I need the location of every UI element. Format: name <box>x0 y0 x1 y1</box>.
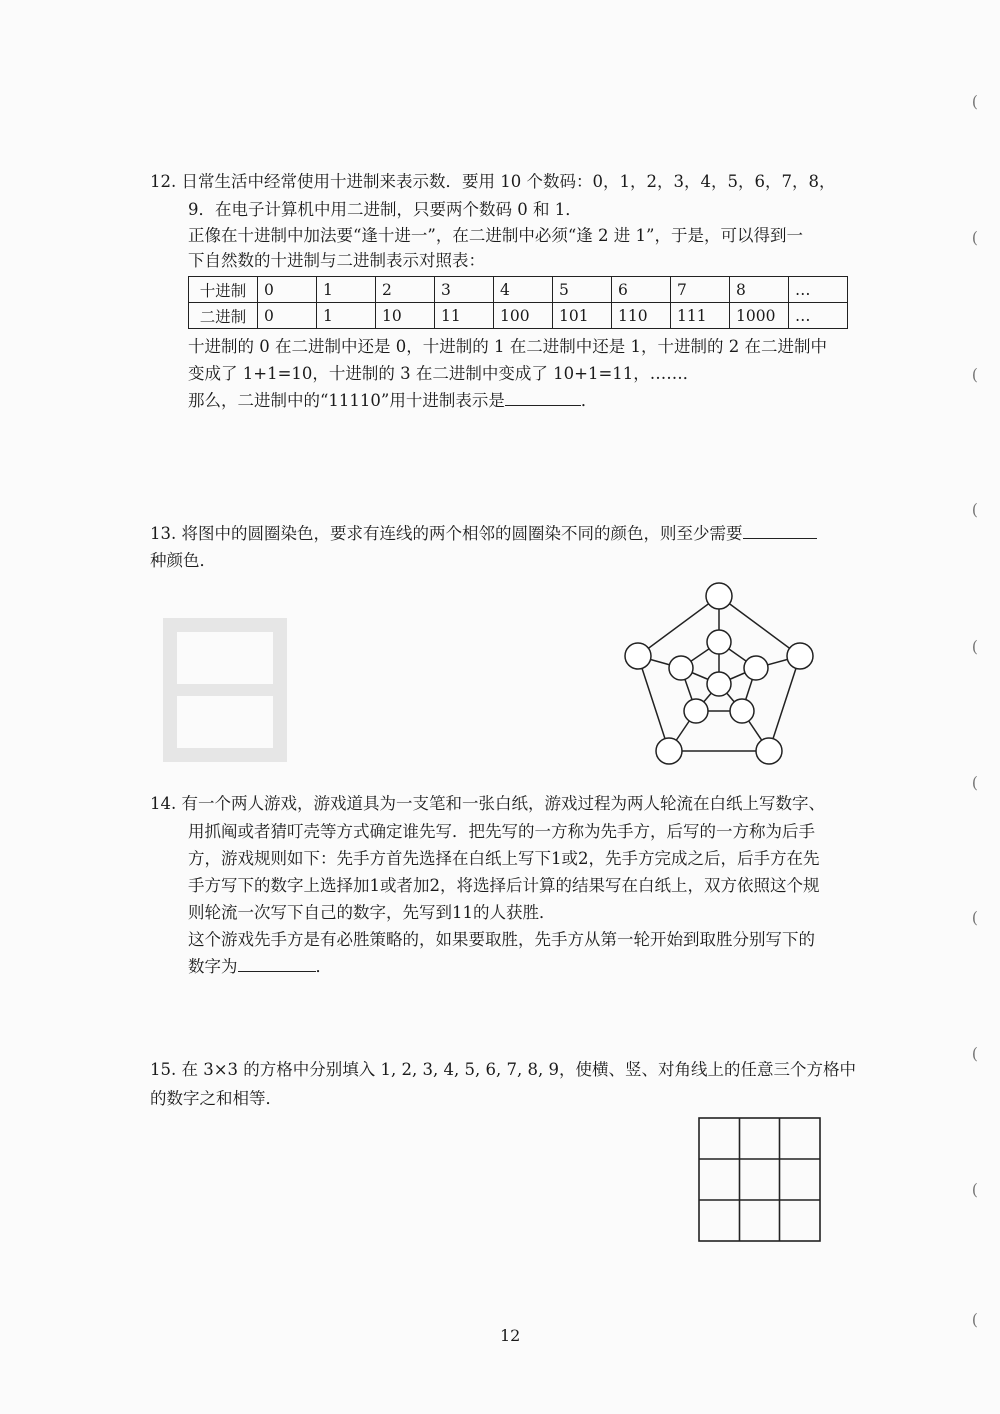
graph-node <box>656 738 682 764</box>
binary-cell: 0 <box>258 303 317 329</box>
graph-node <box>684 699 708 723</box>
graph-node <box>706 583 732 609</box>
binary-cell: 110 <box>612 303 671 329</box>
graph-node <box>730 699 754 723</box>
margin-mark: ( <box>971 228 978 247</box>
decimal-header: 十进制 <box>189 277 258 303</box>
grid-border <box>699 1118 820 1241</box>
binary-cell: 1 <box>317 303 376 329</box>
q13-question-text: 13. 将图中的圆圈染色，要求有连线的两个相邻的圆圈染不同的颜色，则至少需要 <box>150 524 743 543</box>
q15-line-1: 15. 在 3×3 的方格中分别填入 1, 2, 3, 4, 5, 6, 7, 8, 9，使横、竖、对角线上的任意三个方格中 <box>150 1060 856 1079</box>
decimal-binary-table <box>188 276 848 329</box>
binary-cell: 111 <box>671 303 730 329</box>
graph-node <box>707 672 731 696</box>
decimal-cell: 7 <box>671 277 730 303</box>
graph-node <box>707 630 731 654</box>
q14-line-5: 则轮流一次写下自己的数字，先写到11的人获胜． <box>188 903 556 922</box>
decimal-cell: 5 <box>553 277 612 303</box>
binary-cell: … <box>789 303 848 329</box>
margin-mark: ( <box>971 1310 978 1329</box>
margin-mark: ( <box>971 365 978 384</box>
q13-line-2: 种颜色． <box>150 551 216 570</box>
q14-period: ． <box>315 957 332 976</box>
binary-header: 二进制 <box>189 303 258 329</box>
q13-line-1 <box>150 524 817 544</box>
graph-node <box>625 643 651 669</box>
q14-line-3: 方，游戏规则如下：先手方首先选择在白纸上写下1或2，先手方完成之后，后手方在先 <box>188 849 820 868</box>
q14-line-4: 手方写下的数字上选择加1或者加2，将选择后计算的结果写在白纸上，双方依照这个规 <box>188 876 820 895</box>
graph-node <box>744 656 768 680</box>
binary-row <box>189 303 848 329</box>
magic-square-grid <box>698 1117 822 1243</box>
coloring-graph-diagram <box>620 578 832 778</box>
decimal-cell: 4 <box>494 277 553 303</box>
decimal-cell: 6 <box>612 277 671 303</box>
q15-line-2: 的数字之和相等． <box>150 1089 282 1108</box>
margin-mark: ( <box>971 92 978 111</box>
q13-answer-blank[interactable] <box>743 524 817 539</box>
margin-mark: ( <box>971 908 978 927</box>
q12-line-2: 9．在电子计算机中用二进制，只要两个数码 0 和 1． <box>188 200 582 219</box>
q14-line-7 <box>188 957 332 977</box>
graph-node <box>787 643 813 669</box>
q12-answer-blank[interactable] <box>505 391 581 406</box>
binary-cell: 10 <box>376 303 435 329</box>
decimal-cell: 3 <box>435 277 494 303</box>
bleed-through-mark <box>160 615 290 765</box>
q14-line-2: 用抓阄或者猜叮壳等方式确定谁先写．把先写的一方称为先手方，后写的一方称为后手 <box>188 822 815 841</box>
q12-line-3: 正像在十进制中加法要“逢十进一”，在二进制中必须“逢 2 进 1”，于是，可以得到一 <box>188 226 803 245</box>
q12-line-7 <box>188 391 597 411</box>
decimal-cell: 1 <box>317 277 376 303</box>
q14-answer-blank[interactable] <box>238 957 316 972</box>
q14-line-6: 这个游戏先手方是有必胜策略的，如果要取胜，先手方从第一轮开始到取胜分别写下的 <box>188 930 815 949</box>
decimal-cell: 0 <box>258 277 317 303</box>
margin-mark: ( <box>971 1180 978 1199</box>
q12-line-5: 十进制的 0 在二进制中还是 0，十进制的 1 在二进制中还是 1，十进制的 2 在二进制中 <box>188 337 827 356</box>
binary-cell: 1000 <box>730 303 789 329</box>
binary-cell: 101 <box>553 303 612 329</box>
margin-mark: ( <box>971 1044 978 1063</box>
q12-line-1: 12. 日常生活中经常使用十进制来表示数．要用 10 个数码：0，1，2，3，4，5，6，7，8， <box>150 172 836 191</box>
q12-question-text: 那么，二进制中的“11110”用十进制表示是 <box>188 391 505 410</box>
margin-mark: ( <box>971 500 978 519</box>
q12-line-4: 下自然数的十进制与二进制表示对照表： <box>188 251 485 270</box>
decimal-cell: 8 <box>730 277 789 303</box>
margin-mark: ( <box>971 637 978 656</box>
margin-mark: ( <box>971 773 978 792</box>
q12-line-6: 变成了 1+1=10，十进制的 3 在二进制中变成了 10+1=11，……． <box>188 364 700 383</box>
decimal-row <box>189 277 848 303</box>
q14-question-text: 数字为 <box>188 957 238 976</box>
graph-node <box>669 656 693 680</box>
binary-cell: 100 <box>494 303 553 329</box>
decimal-cell: … <box>789 277 848 303</box>
q14-line-1: 14. 有一个两人游戏，游戏道具为一支笔和一张白纸，游戏过程为两人轮流在白纸上写数字、 <box>150 794 825 813</box>
q12-period: ． <box>580 391 598 410</box>
decimal-cell: 2 <box>376 277 435 303</box>
page-number: 12 <box>500 1326 521 1345</box>
graph-node <box>756 738 782 764</box>
binary-cell: 11 <box>435 303 494 329</box>
